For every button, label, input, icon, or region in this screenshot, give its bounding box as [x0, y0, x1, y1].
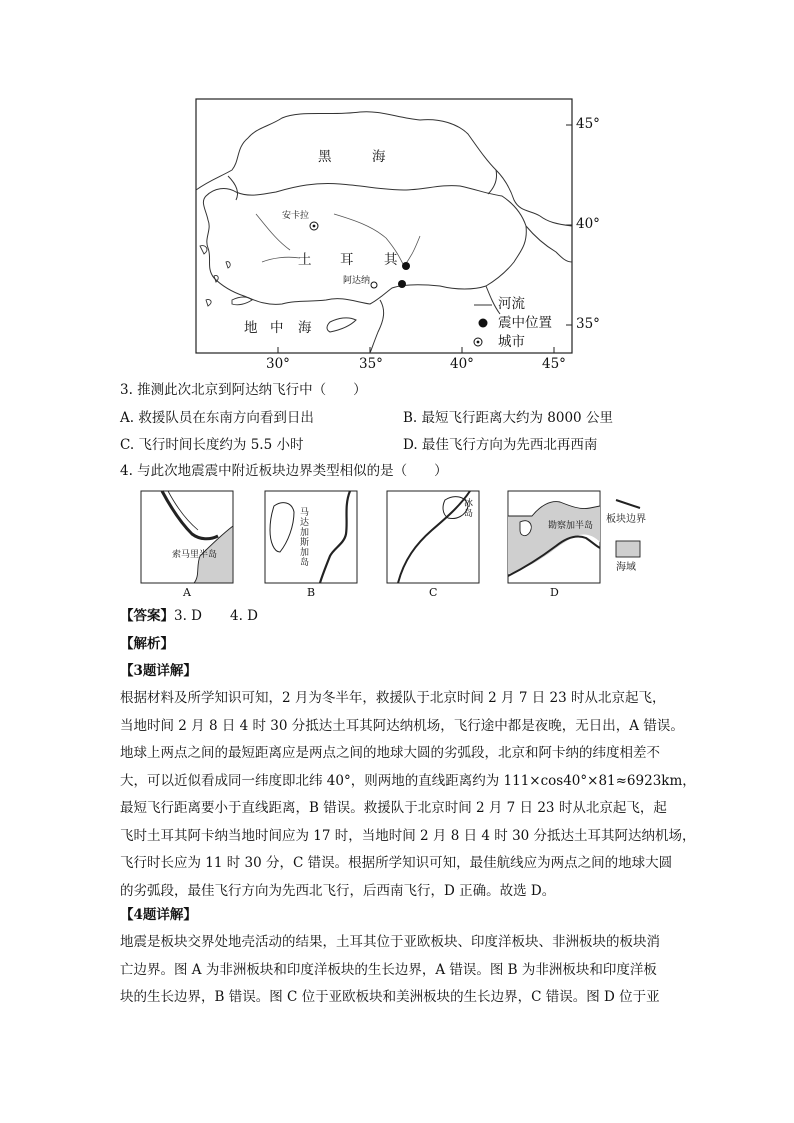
detail3-title: 【3题详解】	[120, 663, 197, 679]
boundary-legend-icon	[616, 500, 640, 508]
turkey-label-2: 耳	[340, 252, 354, 268]
detail3-line: 最短飞行距离要小于直线距离，B 错误。救援队于北京时间 2 月 7 日 23 时从北京起飞，起	[120, 800, 667, 816]
q4-stem: 4. 与此次地震震中附近板块边界类型相似的是（ ）	[120, 463, 448, 479]
med-label-1: 地	[244, 320, 258, 336]
cyprus	[327, 318, 356, 332]
med-label-3: 海	[298, 320, 312, 336]
ankara-label: 安卡拉	[282, 211, 310, 221]
detail3-line: 地球上两点之间的最短距离应是两点之间的地球大圆的劣弧段，北京和阿卡纳的纬度相差不	[120, 745, 660, 761]
panel-c-label: 冰岛	[464, 499, 474, 519]
turkey-map-svg	[0, 0, 794, 370]
detail4-line: 亡边界。图 A 为非洲板块和印度洋板块的生长边界，A 错误。图 B 为非洲板块和印度洋板	[120, 961, 657, 978]
legend-city-label: 城市	[498, 334, 525, 350]
q3-option-a: A. 救援队员在东南方向看到日出	[120, 410, 314, 426]
answer-row	[120, 610, 258, 624]
analysis-label: 【解析】	[120, 636, 174, 652]
legend-river-label: 河流	[498, 296, 525, 312]
detail4-body	[120, 929, 680, 1012]
turkey-outline	[203, 183, 526, 304]
detail3-line: 的劣弧段，最佳飞行方向为先西北飞行，后西南飞行，D 正确。故选 D。	[120, 882, 556, 899]
turkey-map	[0, 0, 794, 370]
detail4-line: 块的生长边界，B 错误。图 C 位于亚欧板块和美洲板块的生长边界，C 错误。图 D 位于亚	[120, 989, 660, 1005]
lon-label-30: 30°	[266, 356, 290, 372]
panel-d	[508, 491, 600, 583]
lon-label-40: 40°	[450, 356, 474, 372]
med-label-2: 中	[270, 320, 284, 336]
lat-label-35: 35°	[576, 316, 600, 332]
epicenter-dot-2	[398, 280, 406, 288]
turkey-label-1: 土	[298, 252, 312, 268]
detail3-body	[120, 685, 696, 905]
detail3-line: 大，可以近似看成同一纬度即北纬 40°，则两地的直线距离约为 111×cos40°×81≈6923km，	[120, 772, 696, 789]
lat-label-45: 45°	[576, 116, 600, 132]
q4-figures	[0, 486, 794, 601]
detail3-line: 飞时土耳其阿卡纳当地时间应为 17 时，当地时间 2 月 8 日 4 时 30 分抵达土耳其阿达纳机场，	[120, 827, 696, 844]
detail4-line: 地震是板块交界处地壳活动的结果，土耳其位于亚欧板块、印度洋板块、非洲板块的板块消	[120, 934, 660, 950]
detail3-line: 根据材料及所学知识可知，2 月为冬半年，救援队于北京时间 2 月 7 日 23 时从北京起飞，	[120, 690, 666, 706]
panel-a	[141, 491, 233, 583]
q3-option-c: C. 飞行时间长度约为 5.5 小时	[120, 437, 304, 453]
detail3-line: 当地时间 2 月 8 日 4 时 30 分抵达土耳其阿达纳机场，飞行途中都是夜晚，无日出，A 错误。	[120, 717, 684, 734]
answer-4: 4. D	[230, 608, 258, 624]
detail3-line: 飞行时长应为 11 时 30 分，C 错误。根据所学知识可知，最佳航线应为两点之间的地球大圆	[120, 855, 673, 871]
detail4-title: 【4题详解】	[120, 907, 197, 923]
panel-b-label: 马达加斯加岛	[300, 508, 310, 568]
turkey-label-3: 其	[384, 252, 398, 268]
q3-stem: 3. 推测此次北京到阿达纳飞行中（ ）	[120, 382, 367, 398]
panel-a-letter: A	[183, 586, 191, 599]
adana-city-icon	[371, 282, 377, 288]
q4-figures-svg	[0, 486, 794, 601]
black-sea-north-coast	[196, 112, 497, 194]
lon-label-45: 45°	[542, 356, 566, 372]
lat-label-40: 40°	[576, 216, 600, 232]
panel-b-letter: B	[307, 586, 316, 599]
panel-c-letter: C	[429, 586, 438, 599]
legend-sea-label: 海域	[616, 562, 636, 573]
sea-legend-icon	[616, 541, 640, 557]
legend-epicenter-label: 震中位置	[498, 315, 552, 331]
answer-3: 3. D	[174, 608, 202, 624]
epicenter-legend-icon	[479, 319, 488, 328]
lon-label-35: 35°	[359, 356, 383, 372]
legend-boundary-label: 板块边界	[606, 514, 646, 525]
q3-option-d: D. 最佳飞行方向为先西北再西南	[403, 437, 598, 453]
answer-prefix: 【答案】	[120, 608, 174, 624]
epicenter-dot-1	[402, 262, 410, 270]
panel-a-label: 索马里半岛	[172, 550, 218, 560]
adana-label: 阿达纳	[343, 276, 371, 286]
black-sea-label-2: 海	[372, 149, 386, 165]
panel-d-label: 勘察加半岛	[548, 521, 594, 531]
black-sea-label-1: 黑	[318, 149, 332, 165]
q3-option-b: B. 最短飞行距离大约为 8000 公里	[403, 410, 613, 426]
panel-d-letter: D	[550, 586, 559, 599]
